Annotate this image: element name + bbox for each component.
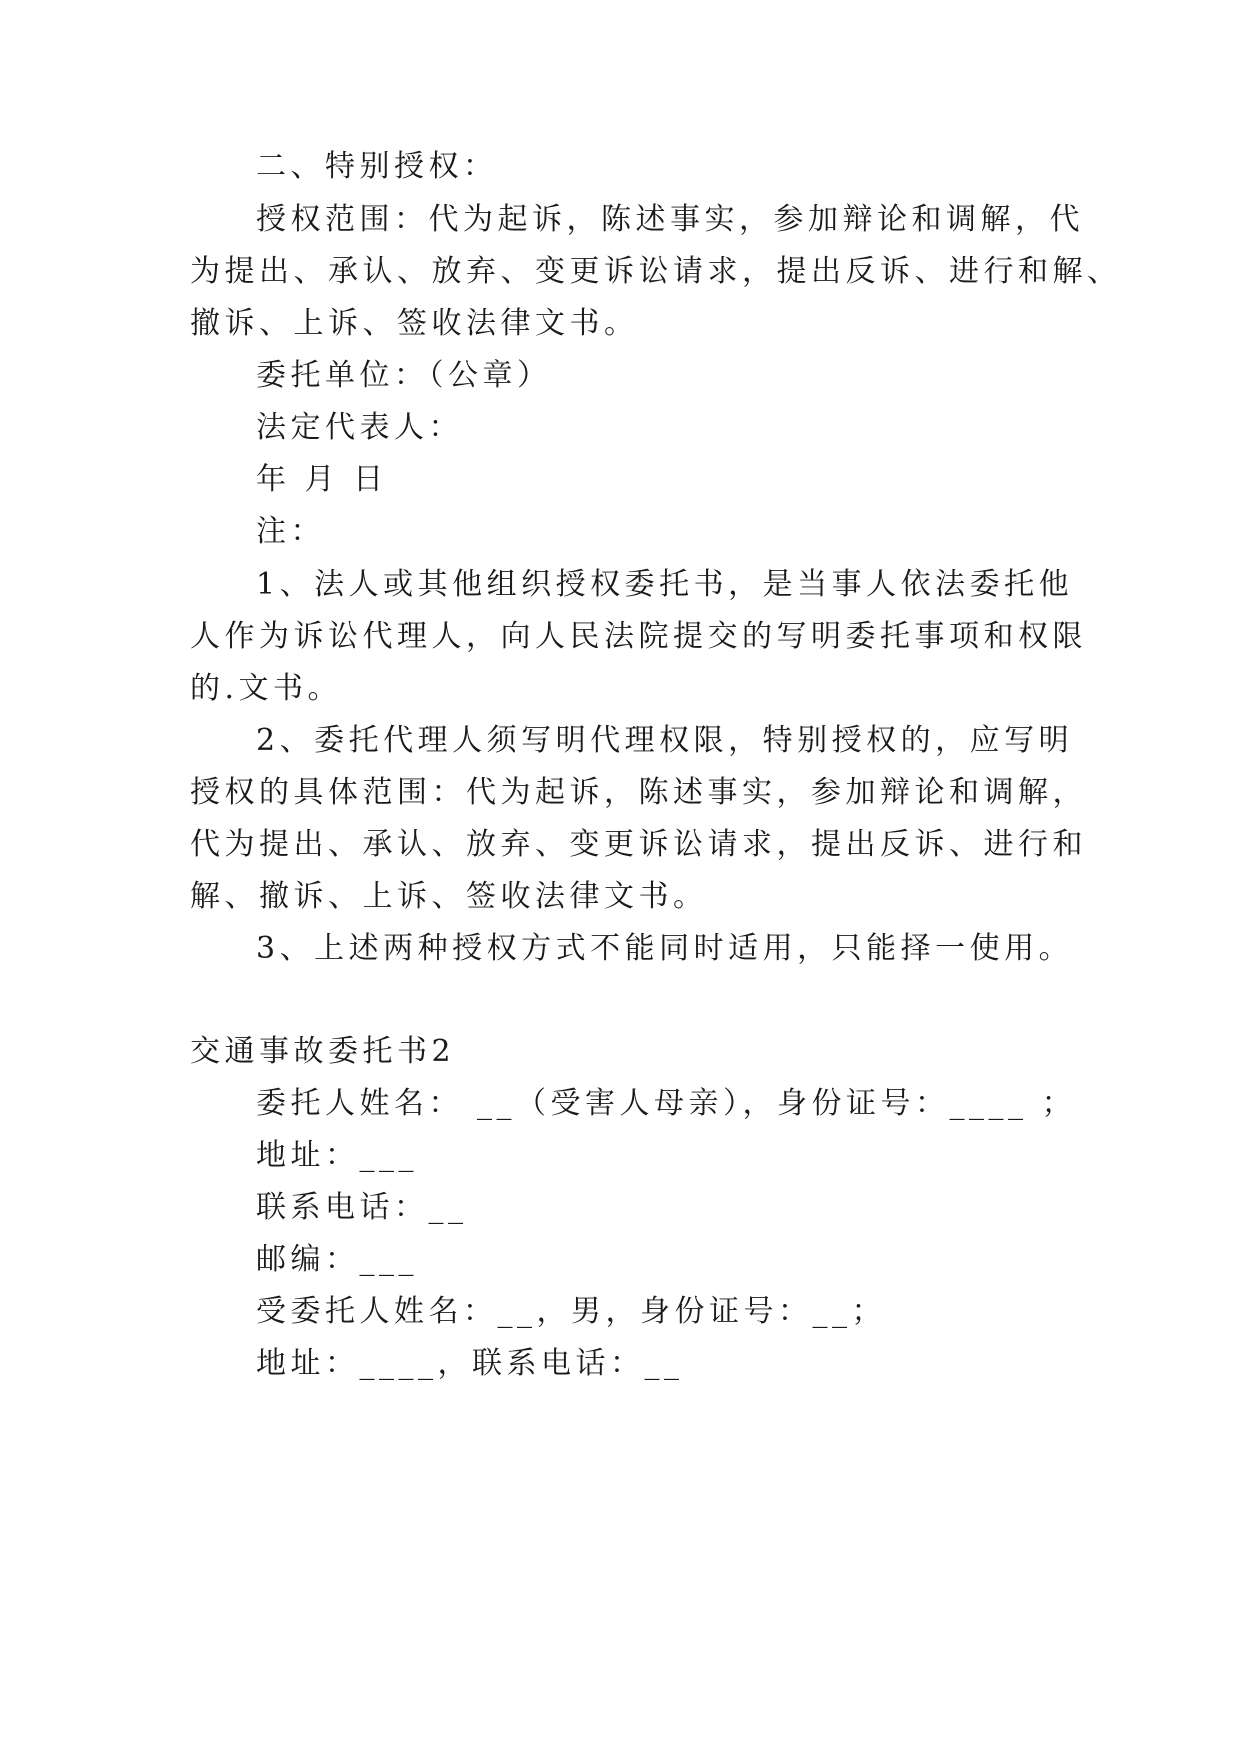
principal-postcode-line: 邮编：___ — [256, 1242, 418, 1277]
date-line: 年 月 日 — [256, 462, 388, 497]
special-authorization-heading: 二、特别授权： — [256, 149, 498, 184]
note-1-line-3: 的.文书。 — [190, 671, 343, 706]
note-1-line-2: 人作为诉讼代理人，向人民法院提交的写明委托事项和权限 — [190, 619, 1087, 654]
note-2-line-4: 解、撤诉、上诉、签收法律文书。 — [190, 879, 708, 914]
authorization-scope-line-2: 为提出、承认、放弃、变更诉讼请求，提出反诉、进行和解、 — [190, 254, 1122, 289]
legal-representative-line: 法定代表人： — [256, 410, 463, 445]
principal-address-line: 地址：___ — [256, 1138, 418, 1173]
principal-unit-line: 委托单位：（公章） — [256, 358, 552, 393]
note-2-line-2: 授权的具体范围：代为起诉，陈述事实，参加辩论和调解， — [190, 775, 1087, 810]
note-1-line-1: 1、法人或其他组织授权委托书，是当事人依法委托他 — [256, 567, 1074, 602]
agent-name-line: 受委托人姓名：__，男，身份证号：__； — [256, 1294, 886, 1329]
principal-phone-line: 联系电话：__ — [256, 1190, 468, 1225]
note-2-line-3: 代为提出、承认、放弃、变更诉讼请求，提出反诉、进行和 — [190, 827, 1087, 862]
note-3-line: 3、上述两种授权方式不能同时适用，只能择一使用。 — [256, 931, 1074, 966]
note-2-line-1: 2、委托代理人须写明代理权限，特别授权的，应写明 — [256, 723, 1074, 758]
authorization-scope-line-1: 授权范围：代为起诉，陈述事实，参加辩论和调解，代 — [256, 202, 1084, 237]
note-label: 注： — [256, 514, 325, 549]
traffic-accident-title: 交通事故委托书2 — [190, 1034, 456, 1069]
principal-name-line: 委托人姓名： __（受害人母亲），身份证号：____ ； — [256, 1086, 1077, 1121]
agent-address-phone-line: 地址：____，联系电话：__ — [256, 1346, 684, 1381]
authorization-scope-line-3: 撤诉、上诉、签收法律文书。 — [190, 306, 639, 341]
